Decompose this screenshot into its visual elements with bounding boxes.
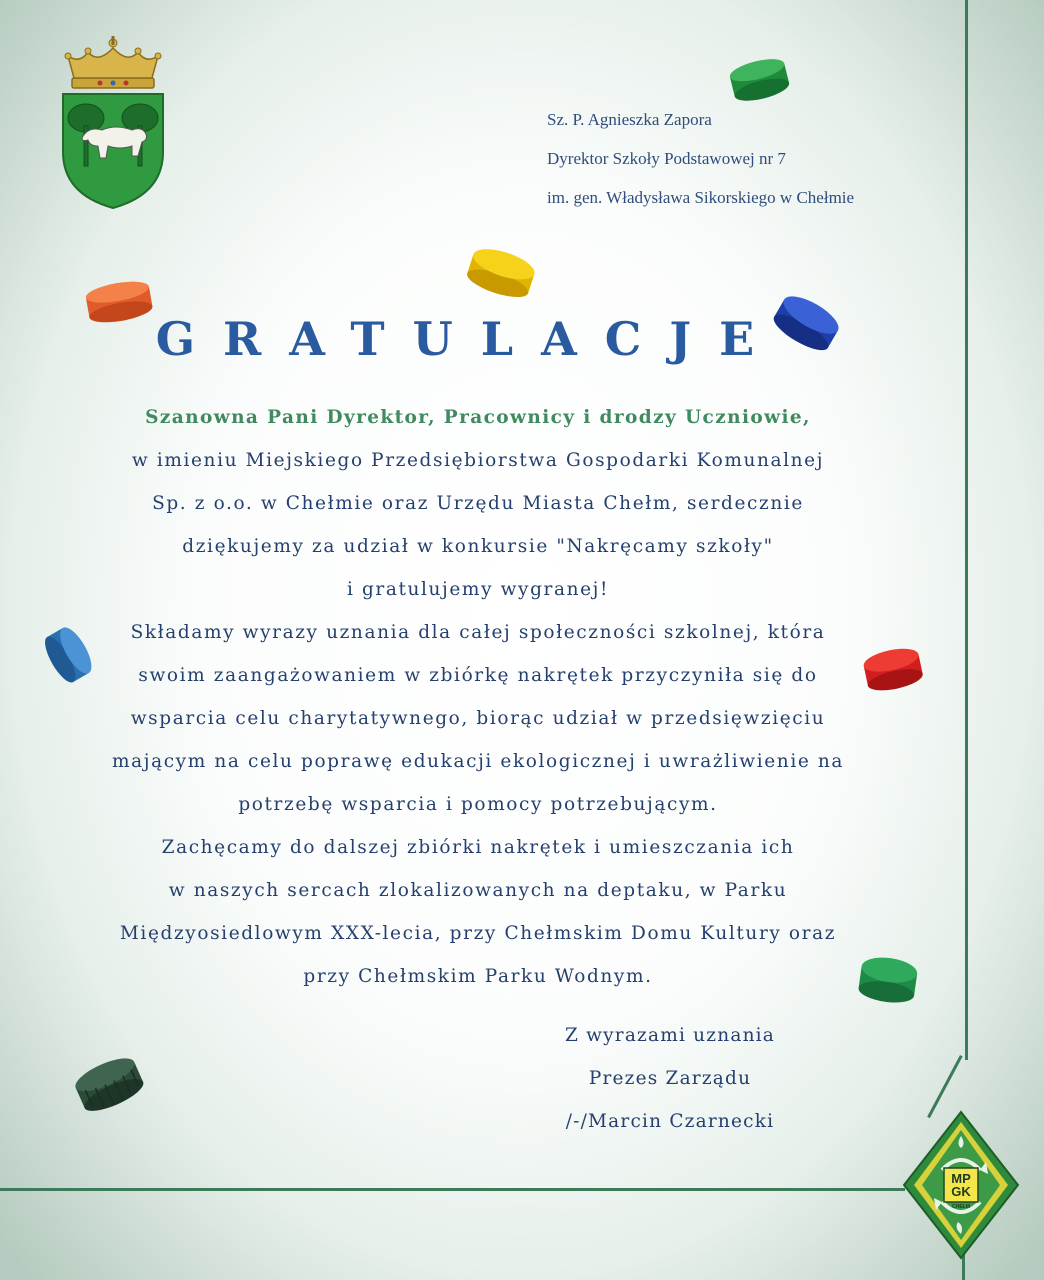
closing-phrase: Z wyrazami uznania <box>564 1025 776 1046</box>
greeting: Szanowna Pani Dyrektor, Pracownicy i drodzy Uczniowie, <box>145 407 811 428</box>
mpgk-logo-icon <box>902 1110 1020 1260</box>
logo-text-mp: MP <box>951 1171 971 1186</box>
signatory-title: Prezes Zarządu <box>588 1068 752 1089</box>
recipient-school: im. gen. Władysława Sikorskiego w Chełmie <box>547 188 855 207</box>
dark-green-cap-icon <box>70 1050 148 1118</box>
body-line: mającym na celu poprawę edukacji ekologicznej i uwrażliwienie na <box>111 751 845 772</box>
body-line: w imieniu Miejskiego Przedsiębiorstwa Gospodarki Komunalnej <box>131 450 825 471</box>
body-line: wsparcia celu charytatywnego, biorąc udział w przedsięwzięciu <box>130 708 826 729</box>
frame-horizontal-line <box>0 1188 905 1191</box>
recipient-name: Sz. P. Agnieszka Zapora <box>547 110 712 129</box>
body-line: Sp. z o.o. w Chełmie oraz Urzędu Miasta Chełm, serdecznie <box>152 493 804 514</box>
body-line: dziękujemy za udział w konkursie "Nakręcamy szkoły" <box>182 536 774 557</box>
body-line: Międzyosiedlowym XXX-lecia, przy Chełmskim Domu Kultury oraz <box>119 923 837 944</box>
crown-icon <box>65 36 161 88</box>
body-line: potrzebę wsparcia i pomocy potrzebującym. <box>238 794 718 815</box>
recipient-address <box>547 100 854 217</box>
body-line: swoim zaangażowaniem w zbiórkę nakrętek przyczyniła się do <box>138 665 818 686</box>
body-line: w naszych sercach zlokalizowanych na deptaku, w Parku <box>168 880 788 901</box>
letter-body <box>0 396 956 998</box>
frame-vertical-line <box>965 0 968 1060</box>
green-cap-icon <box>726 52 792 104</box>
document-title: GRATULACJE <box>155 312 783 366</box>
logo-text-gk: GK <box>951 1184 971 1199</box>
yellow-cap-icon <box>464 238 540 302</box>
body-line: Składamy wyrazy uznania dla całej społeczności szkolnej, która <box>130 622 826 643</box>
frame-diagonal-line <box>927 1055 963 1118</box>
signatory-name: /-/Marcin Czarnecki <box>565 1111 775 1132</box>
body-line: i gratulujemy wygranej! <box>346 579 610 600</box>
recipient-position: Dyrektor Szkoły Podstawowej nr 7 <box>547 149 786 168</box>
body-line: Zachęcamy do dalszej zbiórki nakrętek i umieszczania ich <box>161 837 795 858</box>
body-line: przy Chełmskim Parku Wodnym. <box>303 966 653 987</box>
logo-text-city: CHEŁM <box>952 1204 970 1210</box>
closing-signature <box>530 1014 810 1143</box>
chelm-coat-of-arms-icon <box>58 34 168 210</box>
